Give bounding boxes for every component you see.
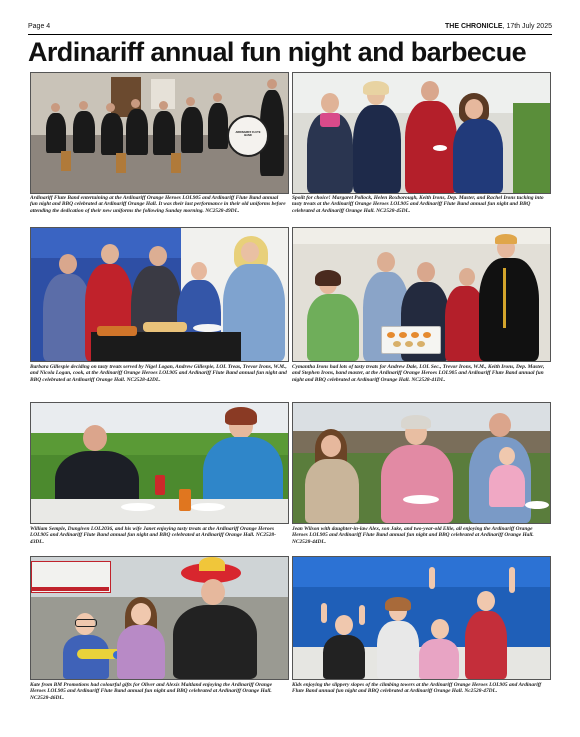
- caption-flute-band: Ardinariff Flute Band entertaining at the Ardinariff Orange Heroes LOL905 and Ardinariff Flute Band annual fun night and BBQ celebrated at Ardinariff Orange Hall. It was their last performance in their old uniforms before attending the dedication of their new uniforms the following Sunday morning. NC2528-49DL.: [30, 195, 286, 214]
- caption-bbq-serving: Barbara Gillespie deciding on tasty treats served by Nigel Logan, Andrew Gillespie, LOL Treas, Trevor Irons, W.M., and Nicola Logan, cook, at the Ardinariff Orange Heroes LOL905 and Ardinariff Flute Band annual fun night and BBQ celebrated at Ardinariff Orange Hall. NC2528-42DL.: [30, 364, 287, 383]
- caption-tasty-treats-tray: Cymantha Irons had lots of tasty treats for Andrew Dale, LOL Sec., Trevor Irons, W.M., Keith Irons, Dep. Master, and Stephen Irons, band master, at the Ardinariff Orange Heroes LOL905 and Ardinariff Flute Band annual fun night and BBQ celebrated at Ardinariff Orange Hall. NC2528-41DL.: [292, 364, 545, 383]
- photo-wilson-family: [292, 402, 551, 524]
- page-headline: Ardinariff annual fun night and barbecue: [28, 37, 527, 67]
- photo-tasty-treats-tray: [292, 227, 551, 362]
- bass-drum: [227, 115, 269, 157]
- photo-william-and-janet: [30, 402, 289, 524]
- caption-kids-climbing-tower: Kids enjoying the slippery slopes of the climbing towers at the Ardinariff Orange Heroes LOL905 and Ardinariff Flute Band annual fun night and BBQ celebrated at Ardinariff Orange Hall. Nc2528-47DL.: [292, 682, 542, 695]
- caption-william-and-janet: William Semple, Dungiven LOL2036, and his wife Janet enjoying tasty treats at the Ardinariff Orange Heroes LOL905 and Ardinariff Flute Band annual fun night and BBQ celebrated at Ardinariff Orange Hall. NC2528-43DL.: [30, 526, 276, 545]
- photo-spoilt-for-choice: [292, 72, 551, 194]
- photo-colourful-gifts: [30, 556, 289, 680]
- caption-colourful-gifts: Kate from BM Promotions had colourful gifts for Oliver and Alexis Maitland enjoying the Ardinariff Orange Heroes LOL905 and Ardinariff Flute Band annual fun night and BBQ celebrated at Ardinariff Orange Hall. NC2528-46DL.: [30, 682, 272, 701]
- caption-spoilt-for-choice: Spoilt for choice! Margaret Pollock, Helen Roxborough, Keith Irons, Dep. Master, and Rachel Irons tucking into tasty treats at the Ardinariff Orange Heroes LOL905 and Ardinariff Flute Band annual fun night and BBQ celebrated at Ardinariff Orange Hall. NC2528-45DL.: [292, 195, 544, 214]
- photo-flute-band: [30, 72, 289, 194]
- drum-label: ARDINARIFF FLUTE BAND: [235, 131, 261, 137]
- page-number: Page 4: [28, 23, 51, 30]
- photo-kids-climbing-tower: [292, 556, 551, 680]
- photo-bbq-serving: [30, 227, 289, 362]
- publication-date: THE CHRONICLE, 17th July 2025: [445, 23, 552, 30]
- issue-date: 17th July 2025: [506, 23, 552, 30]
- publication-name: THE CHRONICLE: [445, 23, 503, 30]
- caption-wilson-family: Jean Wilson with daughter-in-law Alex, son Jake, and two-year-old Ellie, all enjoying the Ardinariff Orange Heroes LOL905 and Ardinariff Flute Band annual fun night and BBQ celebrated at Ardinariff Orange Hall. NC2528-44DL.: [292, 526, 534, 545]
